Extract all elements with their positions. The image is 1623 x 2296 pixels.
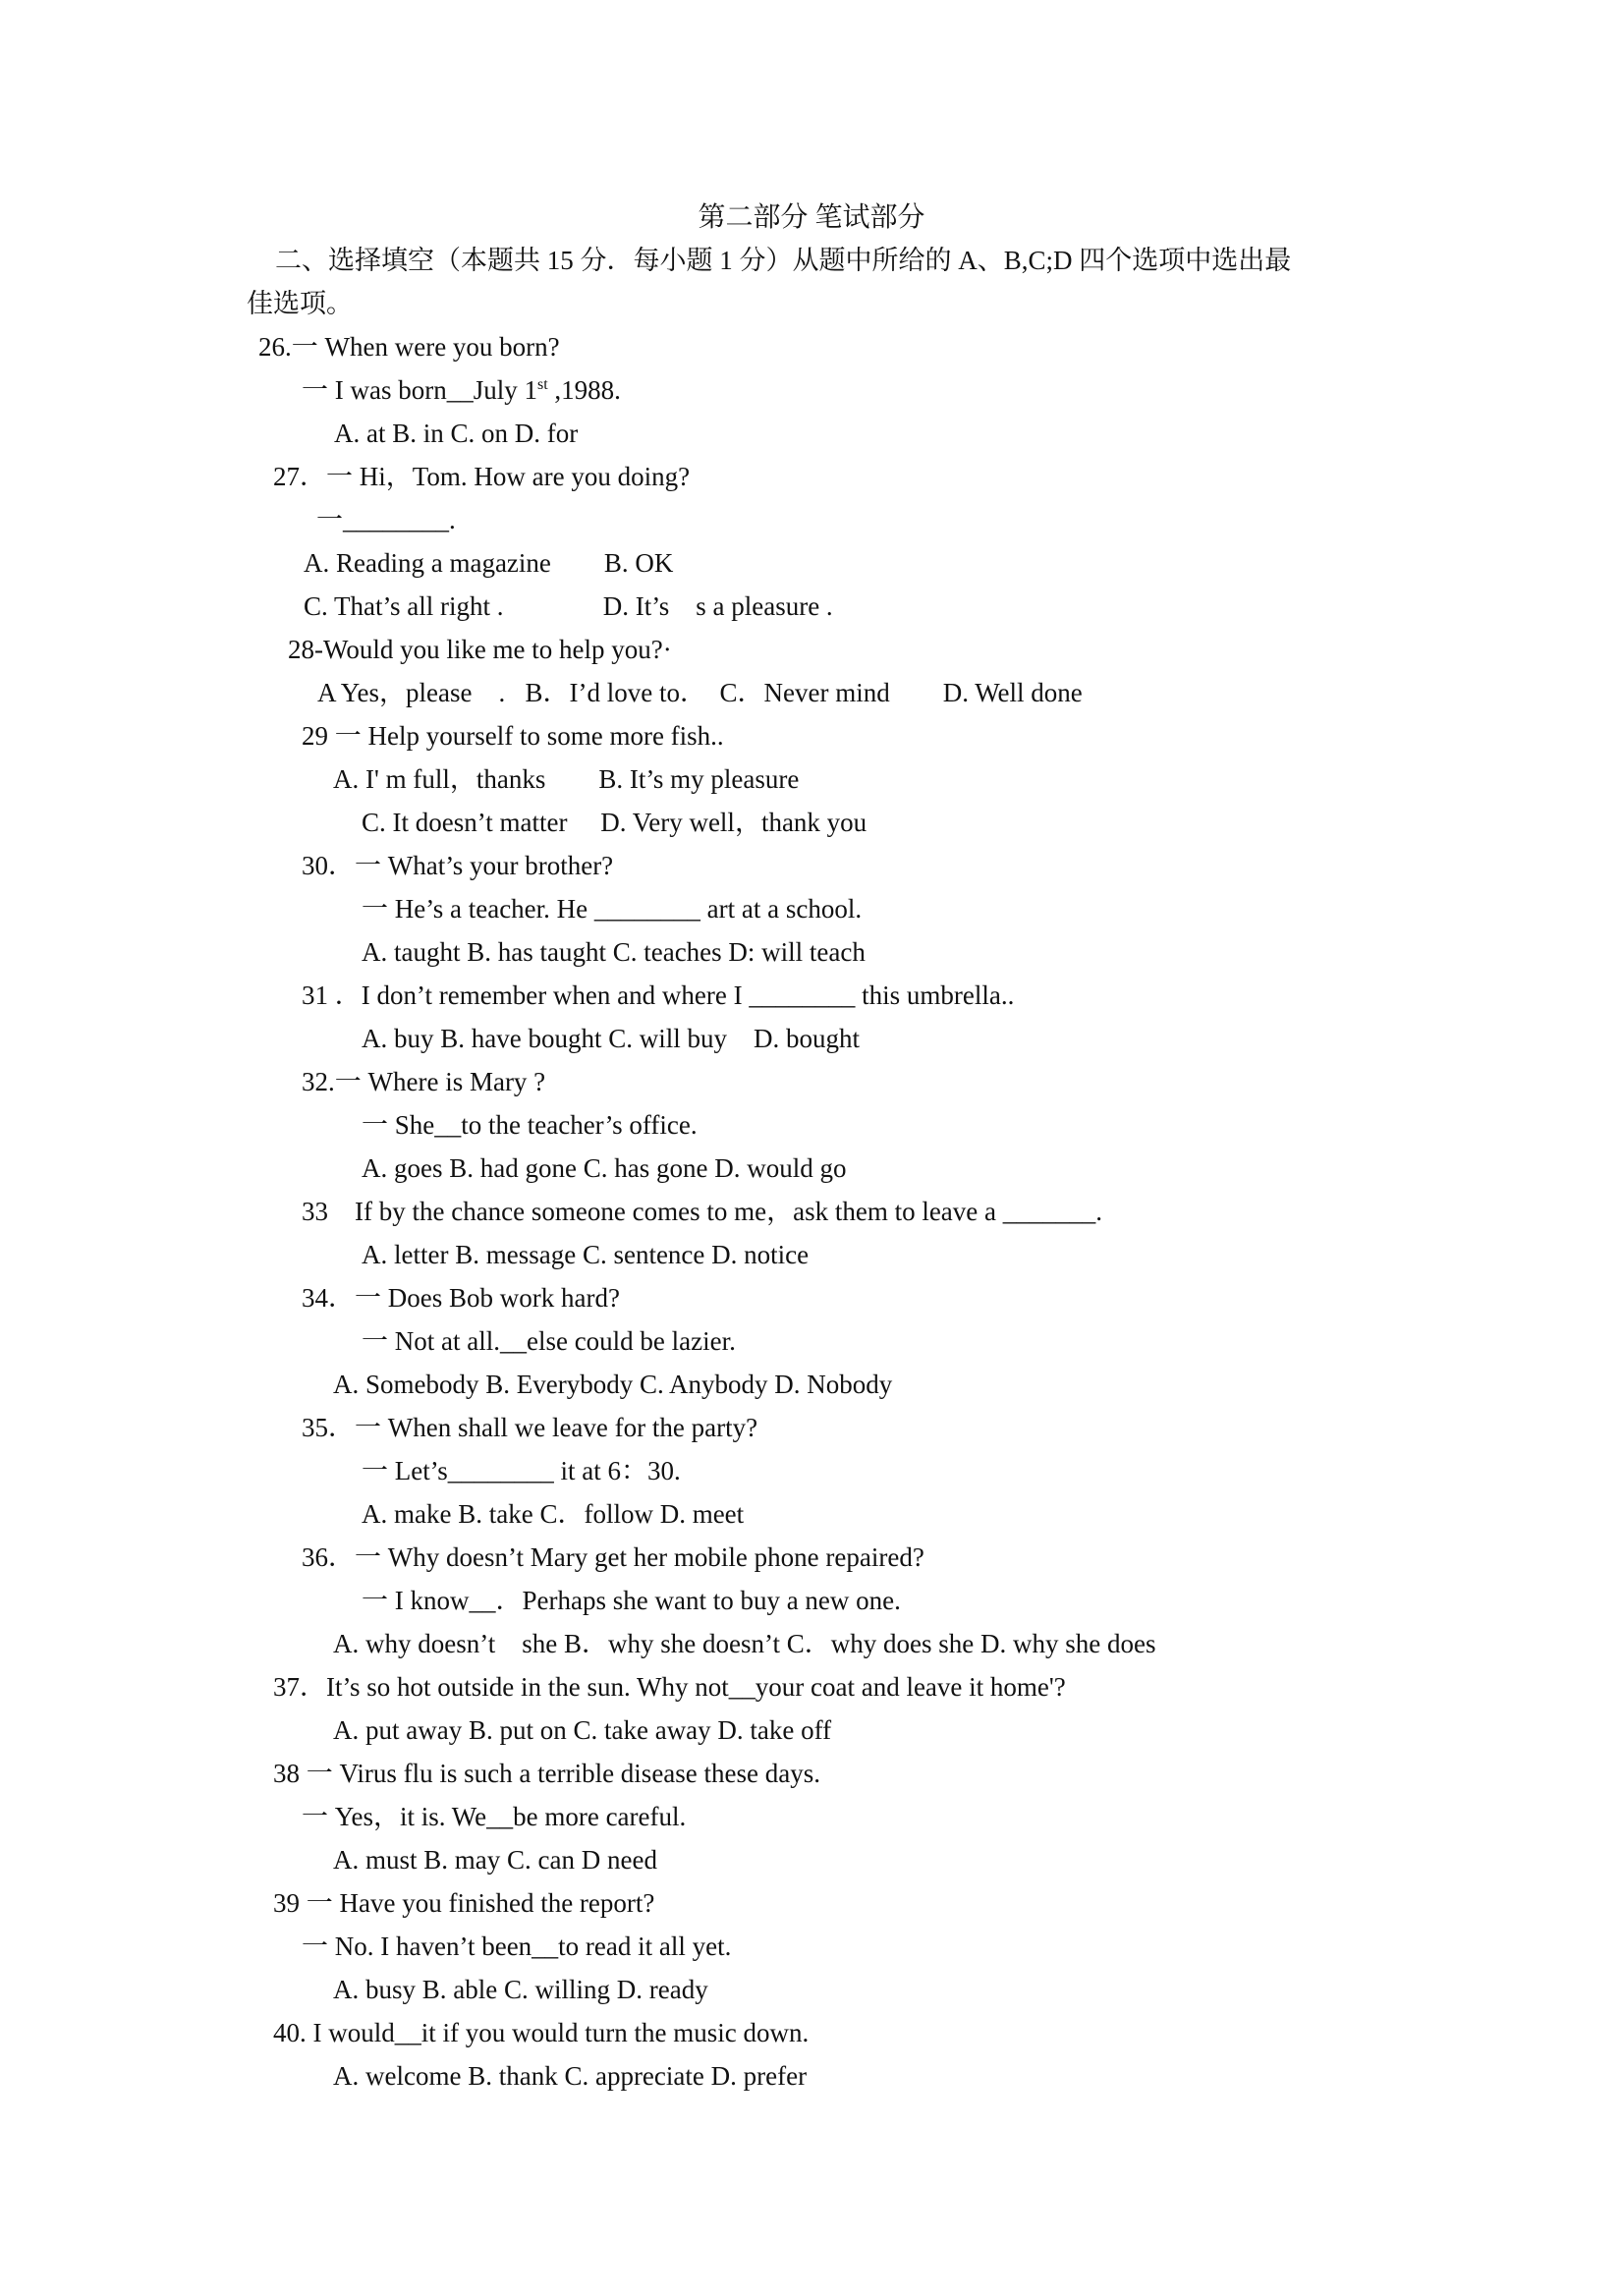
q30-options: A. taught B. has taught C. teaches D: will teach [362,937,866,967]
q32-prompt: 32.一 Where is Mary ? [302,1067,546,1096]
q31-options: A. buy B. have bought C. will buy D. bought [362,1024,860,1053]
q34-answer-line: 一 Not at all.__else could be lazier. [362,1326,736,1356]
q38-answer-line: 一 Yes，it is. We__be more careful. [302,1802,687,1831]
q39-options: A. busy B. able C. willing D. ready [333,1975,708,2004]
instructions-line-2: 佳选项。 [247,289,353,318]
q37-prompt: 37．It’s so hot outside in the sun. Why not__your coat and leave it home'? [273,1672,1066,1702]
q29-options-cd: C. It doesn’t matter D. Very well，thank you [362,808,867,837]
q40-options: A. welcome B. thank C. appreciate D. prefer [333,2061,808,2091]
q26-answer-tail: ,1988. [547,375,621,405]
q32-options: A. goes B. had gone C. has gone D. would go [362,1153,847,1183]
q26-answer-line [302,373,621,407]
q33-prompt: 33 If by the chance someone comes to me，ask them to leave a _______. [302,1197,1103,1226]
q29-options-ab: A. I' m full，thanks B. It’s my pleasure [333,764,800,794]
q26-options: A. at B. in C. on D. for [334,419,579,448]
q36-prompt: 36．一 Why doesn’t Mary get her mobile phone repaired? [302,1542,924,1572]
q32-answer-line: 一 She__to the teacher’s office. [362,1110,698,1140]
q34-prompt: 34．一 Does Bob work hard? [302,1283,620,1313]
q35-options: A. make B. take C．follow D. meet [362,1499,745,1529]
q27-options-ab: A. Reading a magazine B. OK [304,548,674,578]
q39-prompt: 39 一 Have you finished the report? [273,1888,655,1918]
instructions-line-1: 二、选择填空（本题共 15 分．每小题 1 分）从题中所给的 A、B,C;D 四个选项中选出最 [275,246,1292,275]
q30-answer-line: 一 He’s a teacher. He ________ art at a school. [362,894,863,924]
q26-answer-text: 一 I was born__July 1 [302,375,537,405]
q37-options: A. put away B. put on C. take away D. take off [333,1715,832,1745]
q35-answer-line: 一 Let’s________ it at 6：30. [362,1456,681,1485]
q31-prompt: 31 ．I don’t remember when and where I ________ this umbrella.. [302,980,1015,1010]
q38-options: A. must B. may C. can D need [333,1845,657,1875]
q26-prompt: 26.一 When were you born? [258,332,560,362]
q29-prompt: 29 一 Help yourself to some more fish.. [302,721,724,751]
q30-prompt: 30．一 What’s your brother? [302,851,614,880]
q26-superscript: st [536,376,548,393]
q39-answer-line: 一 No. I haven’t been__to read it all yet. [302,1932,732,1961]
q27-answer-line: 一________. [316,505,456,534]
page-title: 第二部分 笔试部分 [698,202,925,233]
q28-prompt: 28-Would you like me to help you?· [288,635,672,664]
q38-prompt: 38 一 Virus flu is such a terrible disease these days. [273,1759,820,1788]
q40-prompt: 40. I would__it if you would turn the music down. [273,2018,810,2047]
q27-options-cd: C. That’s all right . D. It’s s a pleasure . [304,591,833,621]
q36-options: A. why doesn’t she B．why she doesn’t C．why does she D. why she does [333,1629,1156,1658]
q27-prompt: 27．一 Hi，Tom. How are you doing? [273,462,691,491]
q33-options: A. letter B. message C. sentence D. notice [362,1240,810,1269]
q28-options: A Yes，please . B．I’d love to． C．Never mind D. Well done [317,678,1083,707]
q34-options: A. Somebody B. Everybody C. Anybody D. Nobody [333,1370,893,1399]
q35-prompt: 35．一 When shall we leave for the party? [302,1413,758,1442]
q36-answer-line: 一 I know__．Perhaps she want to buy a new one. [362,1586,901,1615]
